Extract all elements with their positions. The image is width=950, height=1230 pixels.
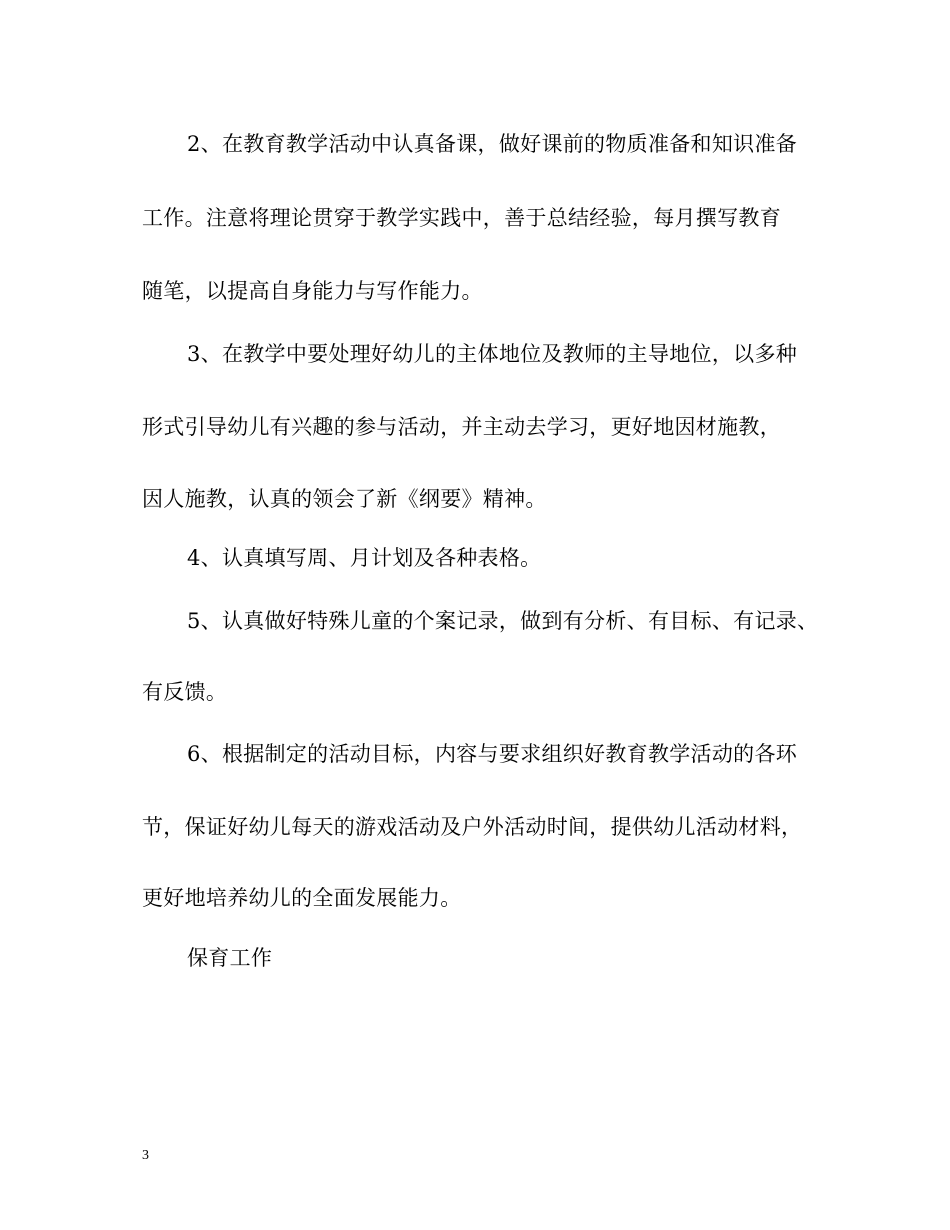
paragraph-5-line-2: 有反馈。	[142, 680, 228, 704]
paragraph-6-line-3: 更好地培养幼儿的全面发展能力。	[142, 886, 462, 910]
paragraph-2-line-3: 随笔，以提高自身能力与写作能力。	[142, 279, 483, 303]
paragraph-6-line-1: 6、根据制定的活动目标，内容与要求组织好教育教学活动的各环	[187, 742, 798, 766]
paragraph-2-line-2: 工作。注意将理论贯穿于教学实践中，善于总结经验，每月撰写教育	[142, 206, 781, 230]
paragraph-3-line-1: 3、在教学中要处理好幼儿的主体地位及教师的主导地位，以多种	[187, 342, 798, 366]
paragraph-6-line-2: 节，保证好幼儿每天的游戏活动及户外活动时间，提供幼儿活动材料，	[142, 815, 803, 839]
paragraph-3-line-2: 形式引导幼儿有兴趣的参与活动，并主动去学习，更好地因材施教，	[142, 415, 781, 439]
paragraph-2-line-1: 2、在教育教学活动中认真备课，做好课前的物质准备和知识准备	[187, 132, 798, 156]
paragraph-3-line-3: 因人施教，认真的领会了新《纲要》精神。	[142, 487, 547, 511]
paragraph-4-line-1: 4、认真填写周、月计划及各种表格。	[187, 546, 542, 570]
paragraph-5-line-1: 5、认真做好特殊儿童的个案记录，做到有分析、有目标、有记录、	[187, 609, 819, 633]
section-heading-childcare-work: 保育工作	[187, 946, 273, 970]
page-number: 3	[142, 1148, 149, 1163]
